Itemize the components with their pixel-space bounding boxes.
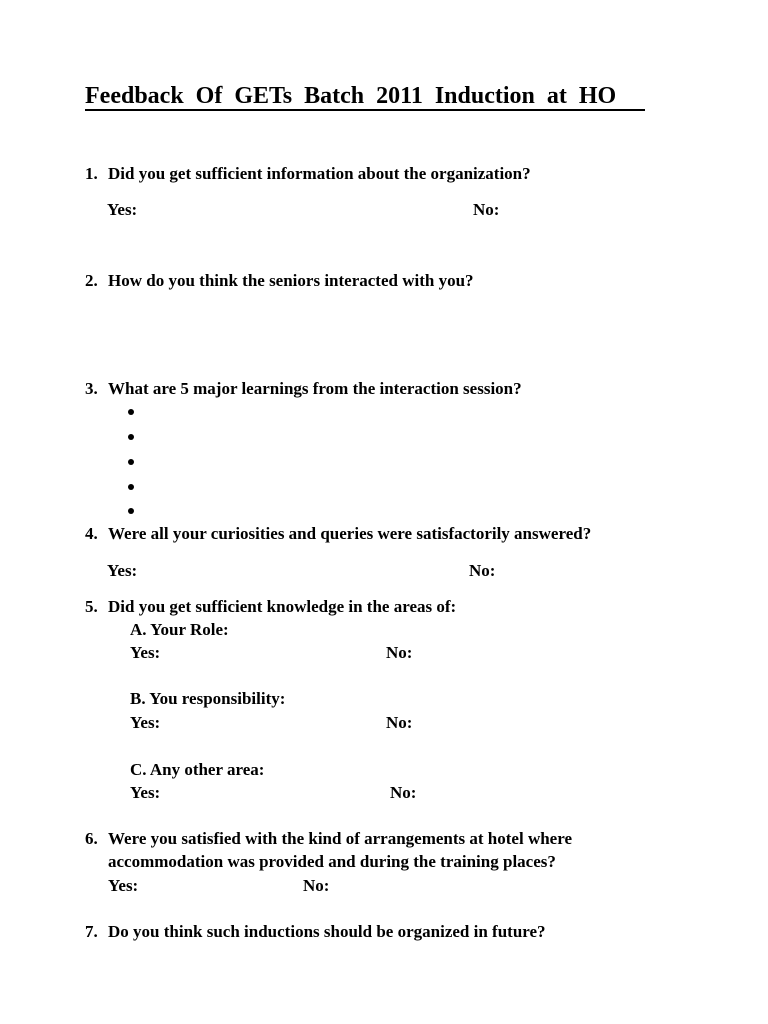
q3-text: What are 5 major learnings from the interaction session? (108, 379, 522, 398)
q7-text: Do you think such inductions should be organized in future? (108, 922, 546, 941)
q5c-yes-label: Yes: (130, 783, 161, 802)
q5c-no-label: No: (390, 783, 417, 802)
q1-no-label: No: (473, 200, 500, 219)
q5a-no-label: No: (386, 643, 413, 662)
bullet-point (128, 459, 134, 465)
q5b-label: B. You responsibility: (130, 689, 286, 708)
q4-no-label: No: (469, 561, 496, 580)
q1-yes-label: Yes: (107, 200, 138, 219)
q5-number: 5. (85, 597, 98, 616)
form-title: Feedback Of GETs Batch 2011 Induction at HO (85, 83, 617, 109)
title-underline (85, 109, 645, 111)
q2-text: How do you think the seniors interacted with you? (108, 271, 474, 290)
bullet-point (128, 508, 134, 514)
q6-text-line1: Were you satisfied with the kind of arrangements at hotel where (108, 829, 573, 848)
q3-number: 3. (85, 379, 98, 398)
q5b-no-label: No: (386, 713, 413, 732)
q6-no-label: No: (303, 876, 330, 895)
q5a-yes-label: Yes: (130, 643, 161, 662)
q4-text: Were all your curiosities and queries were satisfactorily answered? (108, 524, 592, 543)
q1-number: 1. (85, 164, 98, 183)
q2-number: 2. (85, 271, 98, 290)
q5b-yes-label: Yes: (130, 713, 161, 732)
q6-text-line2: accommodation was provided and during the training places? (108, 852, 556, 871)
q6-number: 6. (85, 829, 98, 848)
bullet-point (128, 434, 134, 440)
q7-number: 7. (85, 922, 98, 941)
q5c-label: C. Any other area: (130, 760, 265, 779)
q5-text: Did you get sufficient knowledge in the areas of: (108, 597, 457, 616)
bullet-point (128, 484, 134, 490)
q5a-label: A. Your Role: (130, 620, 229, 639)
bullet-point (128, 409, 134, 415)
q4-number: 4. (85, 524, 98, 543)
q6-yes-label: Yes: (108, 876, 139, 895)
q4-yes-label: Yes: (107, 561, 138, 580)
q1-text: Did you get sufficient information about the organization? (108, 164, 531, 183)
